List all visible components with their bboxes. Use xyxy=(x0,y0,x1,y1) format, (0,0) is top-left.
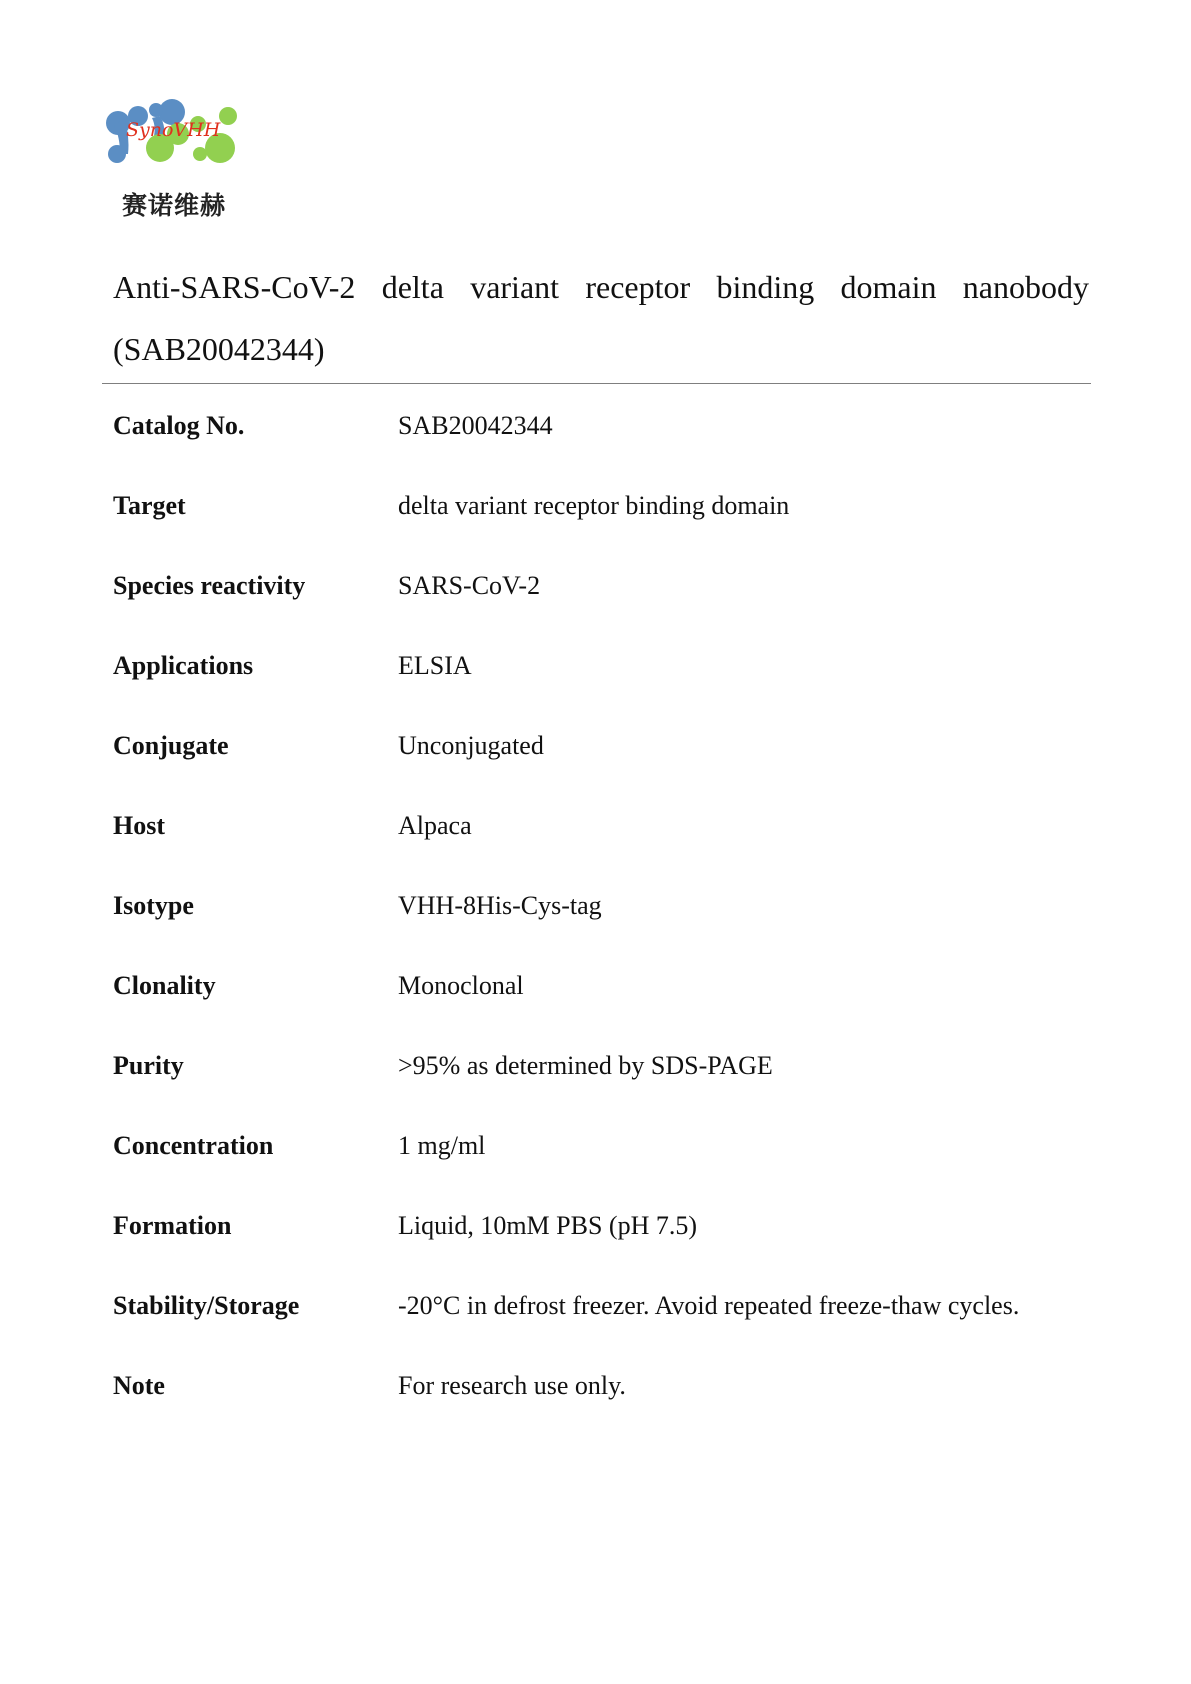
spec-value: Unconjugated xyxy=(398,731,544,760)
logo-mark-icon xyxy=(104,96,254,186)
spec-label: Species reactivity xyxy=(113,571,306,600)
spec-value: delta variant receptor binding domain xyxy=(398,491,790,520)
spec-value: Alpaca xyxy=(398,811,472,840)
spec-row-clonality xyxy=(113,960,1093,1040)
spec-row-purity xyxy=(113,1040,1093,1120)
spec-row-applications xyxy=(113,640,1093,720)
spec-row-species-reactivity xyxy=(113,560,1093,640)
spec-label: Host xyxy=(113,811,165,840)
spec-label: Applications xyxy=(113,651,254,680)
spec-row-conjugate xyxy=(113,720,1093,800)
spec-label: Stability/Storage xyxy=(113,1291,300,1320)
svg-text:SynoVHH: SynoVHH xyxy=(126,119,221,141)
spec-value: Liquid, 10mM PBS (pH 7.5) xyxy=(398,1211,698,1240)
spec-row-isotype xyxy=(113,880,1093,960)
spec-label: Formation xyxy=(113,1211,232,1240)
spec-value: >95% as determined by SDS-PAGE xyxy=(398,1051,773,1080)
document-title: Anti-SARS-CoV-2 delta variant receptor binding domain nanobody (SAB20042344) xyxy=(113,269,1089,367)
spec-label: Note xyxy=(113,1371,165,1400)
spec-label: Purity xyxy=(113,1051,184,1080)
spec-value: ELSIA xyxy=(398,651,472,680)
spec-value: 1 mg/ml xyxy=(398,1131,486,1160)
spec-value: Monoclonal xyxy=(398,971,524,1000)
spec-row-catalog-no xyxy=(113,400,1093,480)
spec-row-formation xyxy=(113,1200,1093,1280)
spec-row-target xyxy=(113,480,1093,560)
logo-chinese-name: 赛诺维赫 xyxy=(122,191,227,220)
spec-label: Conjugate xyxy=(113,731,229,760)
spec-value: SARS-CoV-2 xyxy=(398,571,541,600)
spec-value: -20°C in defrost freezer. Avoid repeated freeze-thaw cycles. xyxy=(398,1291,1020,1320)
spec-row-host xyxy=(113,800,1093,880)
spec-table xyxy=(113,400,1093,1440)
spec-label: Catalog No. xyxy=(113,411,245,440)
spec-row-concentration xyxy=(113,1120,1093,1200)
title-divider xyxy=(102,383,1091,384)
company-logo xyxy=(104,96,254,226)
spec-row-note xyxy=(113,1360,1093,1440)
spec-label: Isotype xyxy=(113,891,194,920)
spec-label: Target xyxy=(113,491,186,520)
spec-value: For research use only. xyxy=(398,1371,626,1400)
spec-label: Clonality xyxy=(113,971,216,1000)
spec-value: SAB20042344 xyxy=(398,411,553,440)
spec-label: Concentration xyxy=(113,1131,274,1160)
spec-value: VHH-8His-Cys-tag xyxy=(398,891,602,920)
spec-row-stability-storage xyxy=(113,1280,1093,1360)
